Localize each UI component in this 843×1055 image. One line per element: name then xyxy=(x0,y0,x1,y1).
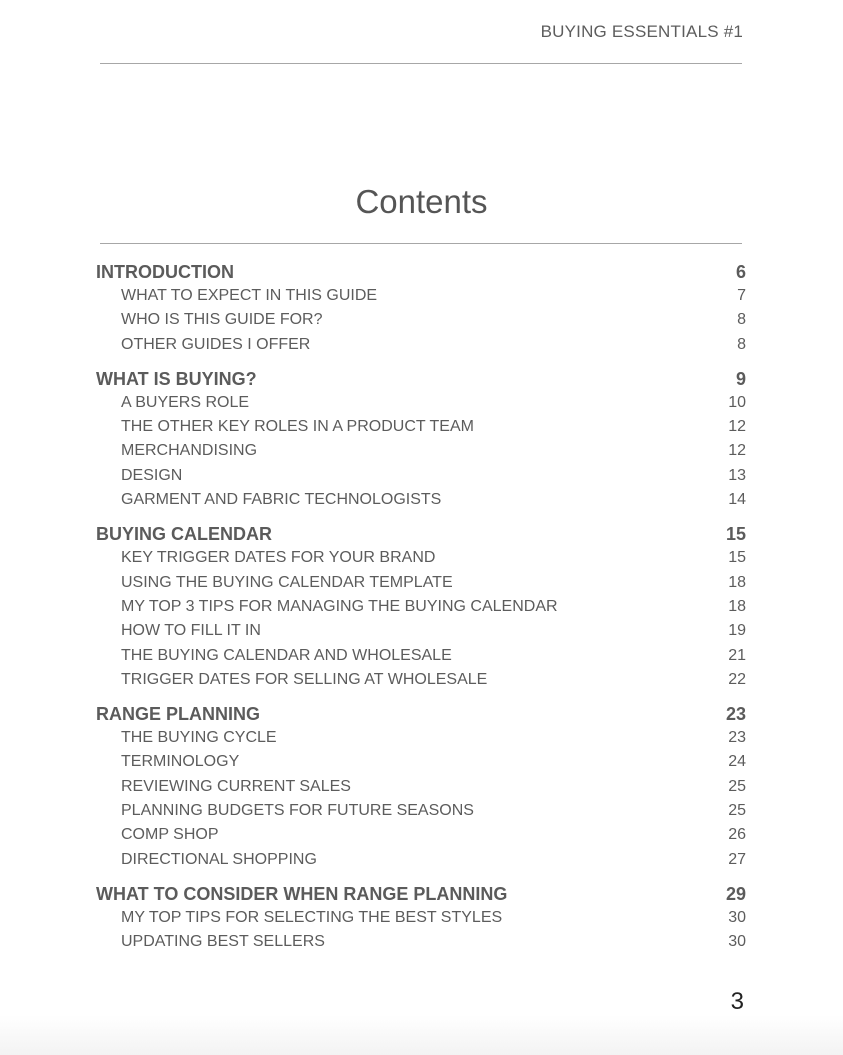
toc-item-page: 26 xyxy=(728,826,746,844)
toc-section-buying-calendar xyxy=(96,522,746,692)
toc-section-page: 6 xyxy=(735,262,746,282)
toc-item-page: 30 xyxy=(728,908,746,926)
toc-item-label: COMP SHOP xyxy=(121,826,219,844)
page-bottom-shade xyxy=(0,1015,843,1055)
toc-entry[interactable] xyxy=(96,415,746,439)
toc-section-label: BUYING CALENDAR xyxy=(96,524,273,545)
title-divider xyxy=(100,243,742,244)
toc-item-page: 25 xyxy=(728,777,746,795)
toc-item-page: 14 xyxy=(728,491,746,509)
page-number: 3 xyxy=(730,988,744,1015)
toc-section-label: RANGE PLANNING xyxy=(96,704,261,725)
toc-section-label: INTRODUCTION xyxy=(96,262,234,282)
toc-item-label: KEY TRIGGER DATES FOR YOUR BRAND xyxy=(121,549,436,567)
toc-item-page: 22 xyxy=(728,670,746,688)
toc-entry[interactable] xyxy=(96,644,746,668)
toc-item-label: THE OTHER KEY ROLES IN A PRODUCT TEAM xyxy=(121,418,474,436)
toc-item-page: 23 xyxy=(728,729,746,747)
toc-entry[interactable] xyxy=(96,522,746,546)
toc-entry[interactable] xyxy=(96,882,746,906)
toc-item-page: 24 xyxy=(728,753,746,771)
toc-item-label: MY TOP 3 TIPS FOR MANAGING THE BUYING CALENDAR xyxy=(121,597,558,615)
toc-item-page: 30 xyxy=(728,933,746,951)
toc-section-page: 15 xyxy=(725,524,746,545)
toc-entry[interactable] xyxy=(96,930,746,954)
toc-entry[interactable] xyxy=(96,488,746,512)
toc-entry[interactable] xyxy=(96,750,746,774)
toc-item-label: MERCHANDISING xyxy=(121,442,258,460)
toc-item-label: DESIGN xyxy=(121,466,183,484)
toc-item-page: 12 xyxy=(728,418,746,436)
toc-item-page: 19 xyxy=(728,622,746,640)
toc-item-page: 12 xyxy=(728,442,746,460)
toc-section-label: WHAT TO CONSIDER WHEN RANGE PLANNING xyxy=(96,883,508,904)
toc-item-label: THE BUYING CYCLE xyxy=(121,729,277,747)
toc-item-label: PLANNING BUDGETS FOR FUTURE SEASONS xyxy=(121,802,474,820)
toc-item-page: 8 xyxy=(737,311,746,329)
toc-entry[interactable] xyxy=(96,619,746,643)
toc-entry[interactable] xyxy=(96,906,746,930)
toc-entry[interactable] xyxy=(96,668,746,692)
toc-section-introduction xyxy=(96,260,746,357)
toc-entry[interactable] xyxy=(96,595,746,619)
toc-entry[interactable] xyxy=(96,333,746,357)
toc-item-label: HOW TO FILL IT IN xyxy=(121,622,261,640)
toc-entry[interactable] xyxy=(96,799,746,823)
toc-entry[interactable] xyxy=(96,848,746,872)
toc-item-label: A BUYERS ROLE xyxy=(121,393,250,411)
toc-item-page: 10 xyxy=(728,393,746,411)
contents-title: Contents xyxy=(355,183,488,220)
header-divider xyxy=(100,63,742,64)
toc-item-label: USING THE BUYING CALENDAR TEMPLATE xyxy=(121,573,453,591)
toc-section-label: WHAT IS BUYING? xyxy=(96,368,257,389)
toc-item-page: 13 xyxy=(728,466,746,484)
toc-item-label: UPDATING BEST SELLERS xyxy=(121,933,325,951)
toc-section-what-is-buying xyxy=(96,367,746,512)
toc-entry[interactable] xyxy=(96,571,746,595)
toc-entry[interactable] xyxy=(96,439,746,463)
toc-item-page: 7 xyxy=(737,287,746,304)
toc-entry[interactable] xyxy=(96,308,746,332)
toc-section-page: 29 xyxy=(725,883,746,904)
toc-entry[interactable] xyxy=(96,775,746,799)
toc-entry[interactable] xyxy=(96,284,746,308)
toc-item-page: 15 xyxy=(728,549,746,567)
toc-item-label: GARMENT AND FABRIC TECHNOLOGISTS xyxy=(121,491,442,509)
toc-item-label: REVIEWING CURRENT SALES xyxy=(121,777,351,795)
toc-entry[interactable] xyxy=(96,464,746,488)
toc-section-what-to-consider xyxy=(96,882,746,955)
toc-entry[interactable] xyxy=(96,391,746,415)
toc-item-label: MY TOP TIPS FOR SELECTING THE BEST STYLES xyxy=(121,908,503,926)
toc-item-label: TRIGGER DATES FOR SELLING AT WHOLESALE xyxy=(121,670,488,688)
toc-entry[interactable] xyxy=(96,823,746,847)
toc-item-page: 18 xyxy=(728,597,746,615)
toc-item-page: 18 xyxy=(728,573,746,591)
toc-entry[interactable] xyxy=(96,702,746,726)
toc-item-label: OTHER GUIDES I OFFER xyxy=(121,335,311,353)
toc-item-label: WHO IS THIS GUIDE FOR? xyxy=(121,311,323,329)
toc-item-label: WHAT TO EXPECT IN THIS GUIDE xyxy=(121,287,378,304)
toc-item-page: 21 xyxy=(728,646,746,664)
toc-item-label: TERMINOLOGY xyxy=(121,753,240,771)
toc-section-page: 9 xyxy=(735,368,746,389)
toc-item-page: 25 xyxy=(728,802,746,820)
toc-item-page: 8 xyxy=(737,335,746,353)
toc-entry[interactable] xyxy=(96,726,746,750)
toc-item-page: 27 xyxy=(728,850,746,868)
running-header: BUYING ESSENTIALS #1 xyxy=(540,22,743,41)
toc-section-page: 23 xyxy=(725,704,746,725)
toc-section-range-planning xyxy=(96,702,746,872)
toc-item-label: DIRECTIONAL SHOPPING xyxy=(121,850,317,868)
toc-entry[interactable] xyxy=(96,367,746,391)
table-of-contents xyxy=(96,260,746,965)
toc-entry[interactable] xyxy=(96,260,746,284)
toc-entry[interactable] xyxy=(96,546,746,570)
toc-item-label: THE BUYING CALENDAR AND WHOLESALE xyxy=(121,646,452,664)
